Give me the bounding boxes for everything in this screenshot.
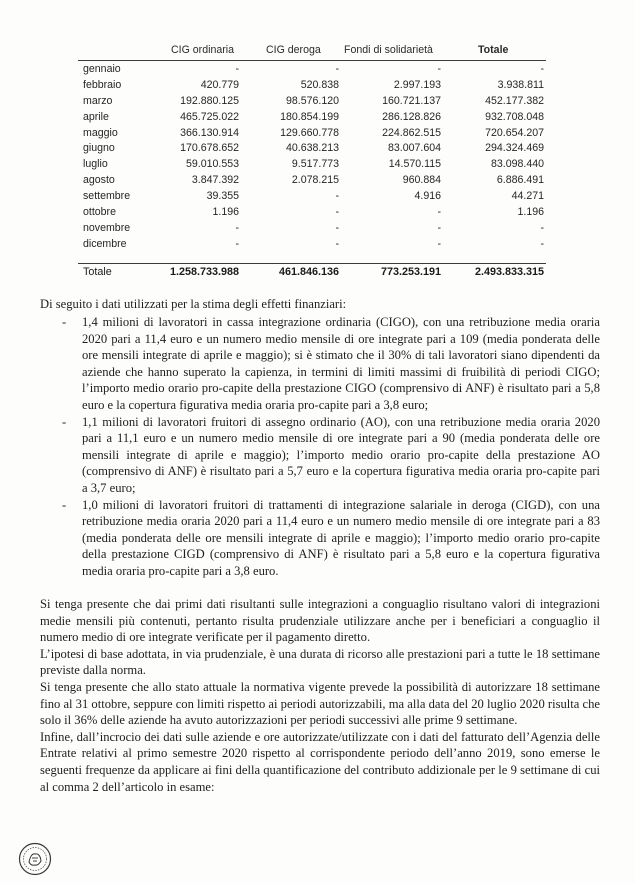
table-header [78,44,546,61]
cig-ordinaria-cell: 39.355 [206,190,239,203]
list-item-text: 1,4 milioni di lavoratori in cassa integrazione ordinaria (CIGO), con una retribuzione media oraria 2020 pari a 11,4 euro e un numero medio mensile di ore integrate pari a 109 (media ponderata delle ore mensili integrate di aprile e maggio); si è stimato che il 30% di tali lavoratori siano dipendenti da aziende che hanno superato la capienza, in termini di limiti massimi di fruibilità di periodi CIGO; l’importo medio orario pro-capite della prestazione CIGO (comprensivo di ANF) è risultato pari a 5,8 euro e la copertura figurativa media oraria pro-capite pari a 3,8 euro; [82,315,600,412]
dash-bullet-icon: - [62,315,67,329]
fondi-solidarieta-cell: 960.884 [402,174,441,187]
table-total-row [78,266,546,282]
paragraph: L’ipotesi di base adottata, in via prudenziale, è una durata di ricorso alle prestazioni pari a tutte le 18 settimane previste dalla norma. [40,646,600,678]
month-cell: maggio [83,126,118,139]
paragraph: Infine, dall’incrocio dei dati sulle aziende e ore autorizzate/utilizzate con i dati del fatturato dell’Agenzia delle Entrate relativi al primo semestre 2020 rispetto al corrispondente periodo dell’anno 2019, sono emerse le seguenti frequenze da applicare ai fini della quantificazione del contributo addizionale per le 9 settimane di cui al comma 2 dell’articolo in esame: [40,729,600,794]
fondi-solidarieta-cell: 286.128.826 [382,110,441,123]
totale-cell: - [540,221,544,234]
total-rule [78,263,546,264]
month-cell: giugno [83,142,115,155]
fondi-solidarieta-cell: 2.997.193 [393,78,441,91]
cig-ordinaria-cell: 366.130.914 [180,126,239,139]
totale-cell: 1.196 [517,206,544,219]
totale-cell: 83.098.440 [490,158,544,171]
paragraph: Si tenga presente che dai primi dati risultanti sulle integrazioni a conguaglio risultano valori di integrazioni medie mensili più contenuti, pertanto risulta prudenziale utilizzare anche per i beneficiari a conguaglio il numero medio di ore integrate verificate per il pagamento diretto. [40,597,600,645]
table-row [78,205,546,221]
table-row [78,237,546,253]
header-cig-ordinaria: CIG ordinaria [171,44,234,56]
fondi-solidarieta-cell: 14.570.115 [388,158,441,171]
table-body [78,62,546,253]
fondi-solidarieta-cell: 160.721.137 [382,94,441,107]
table-row [78,62,546,78]
fondi-solidarieta-cell: 224.862.515 [382,126,441,139]
dash-bullet-icon: - [62,414,67,429]
body-paragraphs [40,596,600,795]
cig-deroga-cell: 180.854.199 [280,110,339,123]
fondi-solidarieta-cell: - [437,63,441,75]
total-cig-ordinaria: 1.258.733.988 [169,266,239,278]
cig-ordinaria-cell: 170.678.652 [180,142,239,155]
totale-cell: 932.708.048 [485,110,544,123]
header-rule [78,60,546,61]
header-totale: Totale [478,44,509,56]
cig-deroga-cell: 98.576.120 [285,94,339,107]
month-cell: luglio [83,158,108,171]
totale-cell: 294.324.469 [485,142,544,155]
intro-text: Di seguito i dati utilizzati per la stima degli effetti finanziari: [40,297,347,311]
totale-cell: 6.886.491 [496,174,544,187]
list-item [62,414,600,497]
month-cell: ottobre [83,206,116,219]
totale-cell: 720.654.207 [485,126,544,139]
cig-ordinaria-cell: 192.880.125 [180,94,239,107]
month-cell: agosto [83,174,115,187]
month-cell: settembre [83,190,131,203]
month-cell: gennaio [83,63,121,75]
list-item [62,497,600,580]
table-row [78,221,546,237]
cig-ordinaria-cell: 1.196 [212,206,239,219]
cig-deroga-cell: 9.517.773 [291,158,339,171]
assumptions-list [62,314,600,580]
cig-ordinaria-cell: 59.010.553 [185,158,239,171]
cig-ordinaria-cell: 3.847.392 [191,174,239,187]
table-row [78,126,546,142]
official-seal-icon [18,842,52,876]
total-fondi-solidarieta: 773.253.191 [380,266,441,278]
month-cell: aprile [83,110,109,123]
total-totale: 2.493.833.315 [474,266,544,278]
table-row [78,110,546,126]
cig-ordinaria-cell: - [235,221,239,234]
list-item-text: 1,1 milioni di lavoratori fruitori di assegno ordinario (AO), con una retribuzione media oraria 2020 pari a 11,1 euro e un numero medio mensile di ore integrate pari a 90 (media ponderata delle ore mensili integrate di aprile e maggio); l’importo medio orario pro-capite della prestazione AO (comprensivo di ANF) è risultato pari a 5,7 euro e la copertura figurativa media oraria pro-capite pari a 3,7 euro; [82,414,600,495]
totale-cell: 44.271 [511,190,544,203]
fondi-solidarieta-cell: - [437,221,441,234]
month-cell: dicembre [83,237,127,250]
cig-deroga-cell: - [335,190,339,203]
table-row [78,157,546,173]
paragraph: Si tenga presente che allo stato attuale la normativa vigente prevede la possibilità di autorizzare 18 settimane fino al 31 ottobre, seppure con limiti rispetto ai periodi autorizzabili, ma alla data del 20 luglio 2020 risulta che solo il 36% delle aziende ha avuto autorizzazioni per periodi successivi alle prime 9 settimane. [40,679,600,728]
cig-ordinaria-cell: 465.725.022 [180,110,239,123]
month-cell: febbraio [83,78,122,91]
cig-deroga-cell: - [335,221,339,234]
cig-deroga-cell: 2.078.215 [291,174,339,187]
fondi-solidarieta-cell: - [437,206,441,219]
cig-deroga-cell: - [335,63,339,75]
cig-hours-table [78,44,546,278]
table-row [78,94,546,110]
fondi-solidarieta-cell: - [437,237,441,250]
cig-ordinaria-cell: 420.779 [200,78,239,91]
total-cig-deroga: 461.846.136 [278,266,339,278]
table-row [78,173,546,189]
cig-deroga-cell: 40.638.213 [285,142,339,155]
cig-deroga-cell: 520.838 [300,78,339,91]
table-row [78,189,546,205]
cig-ordinaria-cell: - [235,237,239,250]
header-fondi-solidarieta: Fondi di solidarietà [344,44,433,56]
total-label: Totale [83,266,112,278]
totale-cell: 3.938.811 [497,78,544,91]
month-cell: marzo [83,94,113,107]
fondi-solidarieta-cell: 83.007.604 [387,142,441,155]
table-row [78,141,546,157]
totale-cell: - [540,237,544,250]
cig-deroga-cell: - [335,206,339,219]
cig-ordinaria-cell: - [235,63,239,75]
list-item-text: 1,0 milioni di lavoratori fruitori di trattamenti di integrazione salariale in deroga (CIGD), con una retribuzione media oraria 2020 pari a 11,4 euro e un numero medio mensile di ore integrate pari a 83 (media ponderata delle ore mensili integrate di aprile e maggio); l’importo medio orario pro-capite della prestazione CIGD (comprensivo di ANF) è risultato pari a 5,8 euro e la copertura figurativa media oraria pro-capite pari a 3,8 euro. [82,497,600,578]
month-cell: novembre [83,221,131,234]
cig-deroga-cell: 129.660.778 [280,126,339,139]
totale-cell: - [540,63,544,75]
list-item [62,314,600,414]
dash-bullet-icon: - [62,497,67,512]
totale-cell: 452.177.382 [485,94,544,107]
header-cig-deroga: CIG deroga [266,44,321,56]
table-row [78,78,546,94]
fondi-solidarieta-cell: 4.916 [414,190,441,203]
cig-deroga-cell: - [335,237,339,250]
